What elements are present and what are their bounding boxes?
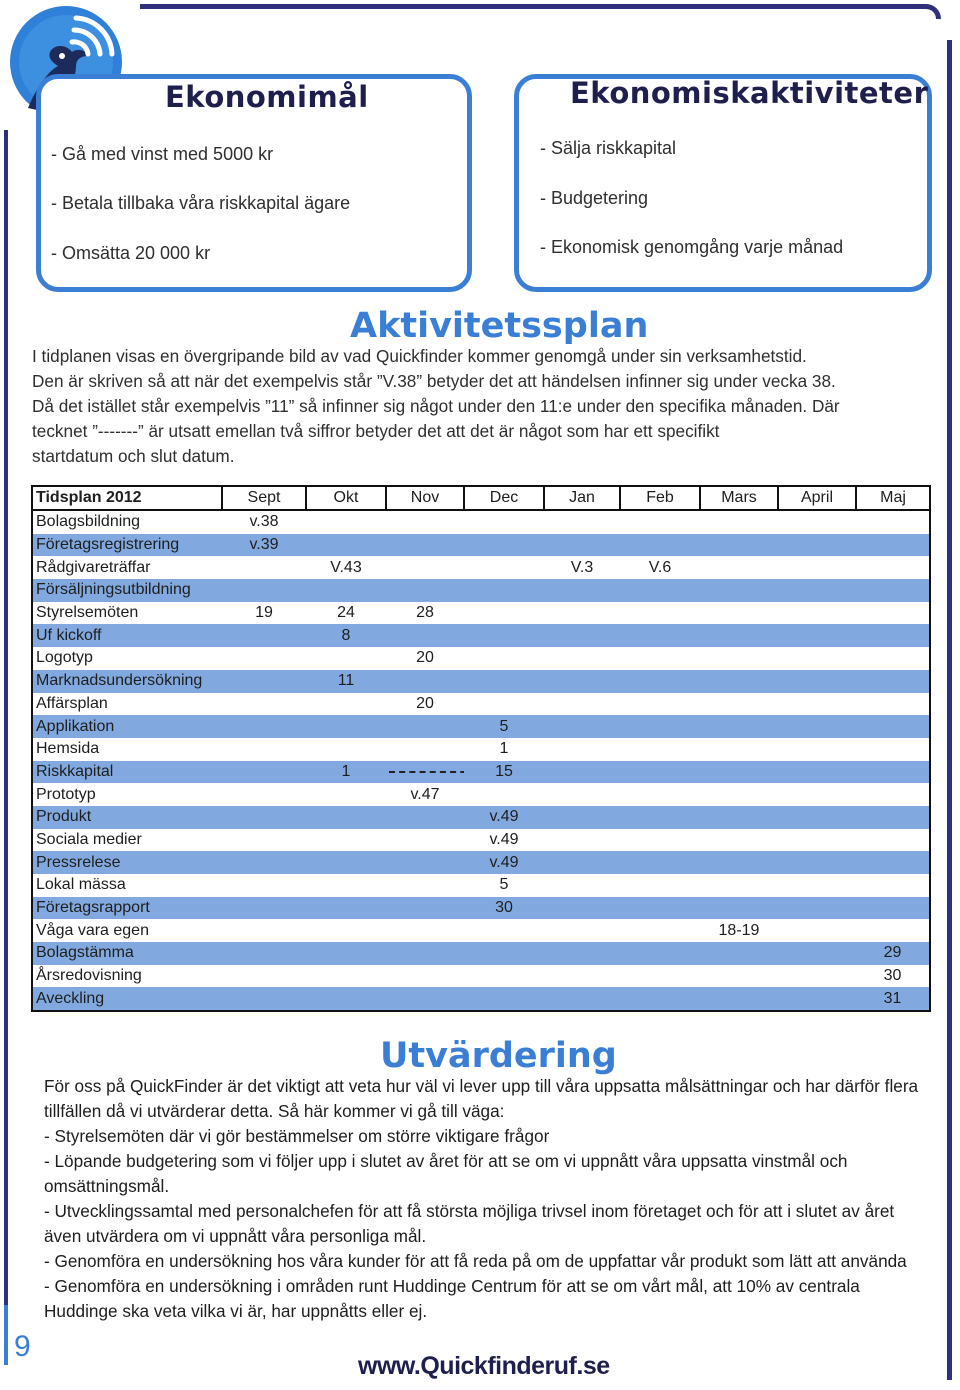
goal-item: - Betala tillbaka våra riskkapital ägare (51, 193, 351, 213)
schedule-cell (700, 647, 778, 670)
schedule-cell (464, 987, 544, 1011)
schedule-cell (306, 693, 386, 716)
schedule-row (32, 693, 930, 716)
schedule-cell: v.38 (222, 510, 306, 534)
schedule-cell (620, 829, 700, 852)
schedule-cell (544, 624, 620, 647)
schedule-cell (306, 897, 386, 920)
schedule-row (32, 534, 930, 557)
schedule-cell: 18-19 (700, 919, 778, 942)
schedule-cell (544, 670, 620, 693)
schedule-cell (856, 534, 930, 557)
schedule-cell (544, 715, 620, 738)
schedule-cell: V.3 (544, 556, 620, 579)
schedule-cell (306, 783, 386, 806)
schedule-cell (464, 602, 544, 625)
schedule-cell (464, 556, 544, 579)
schedule-cell (620, 942, 700, 965)
schedule-cell (700, 897, 778, 920)
schedule-cell (620, 693, 700, 716)
schedule-cell (778, 806, 856, 829)
schedule-cell (778, 919, 856, 942)
evaluation-paragraph: - Styrelsemöten där vi gör bestämmelser om större viktigare frågor (44, 1126, 550, 1146)
schedule-cell (386, 806, 464, 829)
schedule-cell (222, 919, 306, 942)
schedule-cell (544, 579, 620, 602)
schedule-cell (306, 874, 386, 897)
schedule-cell (778, 829, 856, 852)
schedule-cell (306, 987, 386, 1011)
schedule-cell (222, 624, 306, 647)
schedule-cell (306, 919, 386, 942)
schedule-cell (544, 738, 620, 761)
schedule-row (32, 919, 930, 942)
schedule-row (32, 851, 930, 874)
schedule-cell (620, 919, 700, 942)
activity-name-cell: Årsredovisning (32, 965, 222, 988)
evaluation-paragraph: - Genomföra en undersökning hos våra kunder för att få reda på om de uppfattar vår produkt som lätt att använda (44, 1251, 907, 1271)
schedule-cell (386, 761, 464, 784)
website-link[interactable]: www.Quickfinderuf.se (358, 1352, 610, 1380)
schedule-cell (386, 715, 464, 738)
schedule-cell (856, 602, 930, 625)
schedule-cell (222, 942, 306, 965)
schedule-cell: 30 (856, 965, 930, 988)
evaluation-text (44, 1074, 924, 1324)
schedule-cell (778, 897, 856, 920)
schedule-cell (386, 851, 464, 874)
schedule-cell (222, 965, 306, 988)
schedule-cell (544, 761, 620, 784)
schedule-cell (464, 624, 544, 647)
schedule-cell (856, 874, 930, 897)
schedule-cell (386, 874, 464, 897)
schedule-row (32, 624, 930, 647)
schedule-cell (620, 806, 700, 829)
schedule-cell (464, 693, 544, 716)
schedule-row (32, 829, 930, 852)
economic-goals-title: Ekonomimål (165, 80, 369, 114)
page-frame-right (947, 40, 952, 1380)
schedule-cell (386, 965, 464, 988)
activity-item: - Ekonomisk genomgång varje månad (540, 237, 844, 257)
schedule-cell (464, 965, 544, 988)
schedule-cell (620, 602, 700, 625)
schedule-cell (778, 670, 856, 693)
intro-line: I tidplanen visas en övergripande bild av vad Quickfinder kommer genomgå under sin verksamhetstid. (32, 346, 807, 366)
schedule-cell (464, 510, 544, 534)
schedule-cell (700, 738, 778, 761)
activity-plan-intro (32, 344, 922, 469)
schedule-cell: V.6 (620, 556, 700, 579)
activity-name-cell: Pressrelese (32, 851, 222, 874)
schedule-cell: 8 (306, 624, 386, 647)
schedule-row (32, 806, 930, 829)
activity-name-cell: Styrelsemöten (32, 602, 222, 625)
schedule-cell (700, 987, 778, 1011)
schedule-cell (700, 874, 778, 897)
activity-name-cell: Applikation (32, 715, 222, 738)
schedule-cell (700, 942, 778, 965)
schedule-cell (464, 783, 544, 806)
activity-name-cell: Aveckling (32, 987, 222, 1011)
schedule-cell (544, 647, 620, 670)
activity-name-cell: Hemsida (32, 738, 222, 761)
schedule-cell (544, 602, 620, 625)
schedule-cell: v.47 (386, 783, 464, 806)
schedule-cell: v.49 (464, 851, 544, 874)
schedule-cell (856, 738, 930, 761)
goal-item: - Omsätta 20 000 kr (51, 243, 211, 263)
schedule-cell: v.49 (464, 806, 544, 829)
schedule-cell: 24 (306, 602, 386, 625)
schedule-cell: v.39 (222, 534, 306, 557)
schedule-row (32, 602, 930, 625)
schedule-cell (778, 783, 856, 806)
month-header-cell: Okt (306, 486, 386, 510)
activity-name-cell: Våga vara egen (32, 919, 222, 942)
schedule-cell (386, 897, 464, 920)
schedule-cell: 5 (464, 715, 544, 738)
activity-name-cell: Prototyp (32, 783, 222, 806)
activity-name-cell: Marknadsundersökning (32, 670, 222, 693)
schedule-cell (386, 624, 464, 647)
schedule-cell: 19 (222, 602, 306, 625)
schedule-cell (386, 738, 464, 761)
schedule-cell (464, 919, 544, 942)
schedule-row (32, 556, 930, 579)
schedule-cell (856, 624, 930, 647)
schedule-cell (464, 647, 544, 670)
activity-name-cell: Företagsrapport (32, 897, 222, 920)
schedule-cell (306, 851, 386, 874)
schedule-cell (778, 647, 856, 670)
month-header-cell: Sept (222, 486, 306, 510)
schedule-cell (306, 942, 386, 965)
schedule-cell (386, 556, 464, 579)
schedule-row (32, 761, 930, 784)
schedule-cell: 1 (306, 761, 386, 784)
schedule-cell (544, 806, 620, 829)
month-header-cell: Nov (386, 486, 464, 510)
schedule-cell (856, 783, 930, 806)
schedule-cell (778, 534, 856, 557)
schedule-cell: 29 (856, 942, 930, 965)
schedule-cell (544, 874, 620, 897)
schedule-cell (620, 851, 700, 874)
schedule-cell (778, 579, 856, 602)
schedule-cell: 5 (464, 874, 544, 897)
schedule-cell (306, 965, 386, 988)
activity-name-cell: Bolagsbildning (32, 510, 222, 534)
intro-line: startdatum och slut datum. (32, 446, 235, 466)
schedule-cell (222, 987, 306, 1011)
schedule-cell (464, 534, 544, 557)
schedule-cell (856, 761, 930, 784)
schedule-cell (620, 965, 700, 988)
schedule-cell (222, 783, 306, 806)
schedule-cell (700, 965, 778, 988)
schedule-cell (386, 510, 464, 534)
activity-name-cell: Företagsregistrering (32, 534, 222, 557)
schedule-cell: 11 (306, 670, 386, 693)
schedule-cell (620, 715, 700, 738)
schedule-row (32, 738, 930, 761)
schedule-cell (306, 715, 386, 738)
schedule-cell (306, 647, 386, 670)
schedule-cell (856, 510, 930, 534)
schedule-cell (856, 806, 930, 829)
schedule-cell (464, 670, 544, 693)
schedule-cell (544, 897, 620, 920)
schedule-cell (856, 715, 930, 738)
schedule-cell (620, 534, 700, 557)
schedule-cell (222, 715, 306, 738)
month-header-cell: April (778, 486, 856, 510)
schedule-cell (222, 806, 306, 829)
activity-name-cell: Riskkapital (32, 761, 222, 784)
schedule-row (32, 579, 930, 602)
evaluation-paragraph: För oss på QuickFinder är det viktigt att veta hur väl vi lever upp till våra uppsatta målsättningar och har därför flera tillfällen då vi utvärderar detta. Så här kommer vi gå till väga: (44, 1076, 919, 1121)
schedule-cell (620, 670, 700, 693)
schedule-cell (620, 510, 700, 534)
activity-name-cell: Bolagstämma (32, 942, 222, 965)
evaluation-paragraph: - Utvecklingssamtal med personalchefen för att få största möjliga trivsel inom företaget och för att i slutet av året även utvärdera om vi uppnått våra personliga mål. (44, 1201, 895, 1246)
schedule-cell (222, 693, 306, 716)
schedule-cell (544, 965, 620, 988)
schedule-cell (306, 738, 386, 761)
schedule-cell (386, 987, 464, 1011)
schedule-cell (306, 806, 386, 829)
schedule-cell (620, 738, 700, 761)
schedule-cell (386, 942, 464, 965)
schedule-table (31, 485, 931, 1012)
schedule-cell (464, 579, 544, 602)
schedule-cell (620, 897, 700, 920)
activity-name-cell: Uf kickoff (32, 624, 222, 647)
schedule-cell (856, 579, 930, 602)
activity-item: - Sälja riskkapital (540, 138, 677, 158)
month-header-cell: Maj (856, 486, 930, 510)
schedule-cell: 1 (464, 738, 544, 761)
activity-item: - Budgetering (540, 188, 649, 208)
month-header-cell: Dec (464, 486, 544, 510)
activity-name-cell: Försäljningsutbildning (32, 579, 222, 602)
schedule-row (32, 897, 930, 920)
page-frame-left (4, 130, 8, 1305)
schedule-cell: 15 (464, 761, 544, 784)
schedule-cell (856, 919, 930, 942)
schedule-cell (386, 919, 464, 942)
schedule-cell (306, 510, 386, 534)
schedule-cell: 30 (464, 897, 544, 920)
schedule-cell (778, 602, 856, 625)
schedule-row (32, 670, 930, 693)
schedule-row (32, 783, 930, 806)
schedule-cell (222, 829, 306, 852)
schedule-cell (700, 806, 778, 829)
page-number: 9 (14, 1330, 31, 1363)
schedule-cell (700, 556, 778, 579)
schedule-row (32, 647, 930, 670)
evaluation-paragraph: - Löpande budgetering som vi följer upp i slutet av året för att se om vi uppnått våra uppsatta vinstmål och omsättningsmål. (44, 1151, 848, 1196)
schedule-cell (544, 693, 620, 716)
schedule-row (32, 987, 930, 1011)
activity-name-cell: Affärsplan (32, 693, 222, 716)
schedule-cell (222, 761, 306, 784)
schedule-cell (306, 534, 386, 557)
schedule-cell (306, 579, 386, 602)
schedule-cell (222, 647, 306, 670)
schedule-cell (856, 693, 930, 716)
schedule-cell (222, 670, 306, 693)
schedule-cell (222, 851, 306, 874)
schedule-cell (544, 510, 620, 534)
schedule-cell (544, 829, 620, 852)
activity-plan-title: Aktivitetssplan (350, 306, 649, 346)
schedule-cell (620, 761, 700, 784)
economic-activities-title: Ekonomiskaktiviteter (570, 76, 929, 110)
month-header-cell: Jan (544, 486, 620, 510)
schedule-cell (700, 851, 778, 874)
schedule-cell (544, 987, 620, 1011)
schedule-row (32, 942, 930, 965)
schedule-cell (386, 579, 464, 602)
schedule-cell (700, 693, 778, 716)
intro-line: Den är skriven så att när det exempelvis står ”V.38” betyder det att händelsen infinner sig under vecka 38. (32, 371, 836, 391)
schedule-cell (544, 534, 620, 557)
schedule-row (32, 874, 930, 897)
schedule-cell (620, 647, 700, 670)
activity-name-cell: Sociala medier (32, 829, 222, 852)
month-header-cell: Mars (700, 486, 778, 510)
schedule-cell (306, 829, 386, 852)
schedule-cell (222, 556, 306, 579)
evaluation-title: Utvärdering (380, 1036, 617, 1076)
schedule-cell (544, 942, 620, 965)
schedule-cell (464, 942, 544, 965)
schedule-header-row (32, 486, 930, 510)
schedule-cell (386, 534, 464, 557)
schedule-cell (222, 874, 306, 897)
activity-name-cell: Rådgivareträffar (32, 556, 222, 579)
schedule-cell (700, 579, 778, 602)
schedule-cell (620, 624, 700, 647)
schedule-title-cell: Tidsplan 2012 (32, 486, 222, 510)
schedule-cell (856, 829, 930, 852)
schedule-cell (778, 987, 856, 1011)
schedule-cell (778, 874, 856, 897)
goal-item: - Gå med vinst med 5000 kr (51, 144, 274, 164)
schedule-cell (544, 851, 620, 874)
schedule-cell (778, 851, 856, 874)
schedule-cell (778, 715, 856, 738)
schedule-cell (386, 670, 464, 693)
schedule-cell (778, 942, 856, 965)
schedule-cell (620, 874, 700, 897)
schedule-cell (778, 738, 856, 761)
schedule-cell: 31 (856, 987, 930, 1011)
schedule-cell (778, 556, 856, 579)
schedule-cell (544, 919, 620, 942)
schedule-cell (700, 761, 778, 784)
schedule-cell (700, 510, 778, 534)
schedule-cell (700, 715, 778, 738)
schedule-cell (778, 510, 856, 534)
schedule-cell (856, 647, 930, 670)
schedule-cell (778, 965, 856, 988)
schedule-cell (222, 579, 306, 602)
month-header-cell: Feb (620, 486, 700, 510)
schedule-cell (856, 897, 930, 920)
schedule-cell: 20 (386, 693, 464, 716)
schedule-cell: V.43 (306, 556, 386, 579)
date-range-dash (389, 771, 464, 773)
schedule-cell (386, 829, 464, 852)
schedule-cell (856, 851, 930, 874)
schedule-cell: 20 (386, 647, 464, 670)
activity-name-cell: Lokal mässa (32, 874, 222, 897)
schedule-cell (700, 829, 778, 852)
schedule-cell (620, 579, 700, 602)
schedule-cell: 28 (386, 602, 464, 625)
schedule-cell (620, 783, 700, 806)
schedule-row (32, 965, 930, 988)
intro-line: Då det istället står exempelvis ”11” så infinner sig något under den 11:e under den specifika månaden. Där (32, 396, 840, 416)
schedule-cell (700, 783, 778, 806)
schedule-row (32, 510, 930, 534)
schedule-cell (778, 693, 856, 716)
schedule-row (32, 715, 930, 738)
schedule-cell (778, 761, 856, 784)
activity-name-cell: Logotyp (32, 647, 222, 670)
page-frame-top (140, 4, 941, 19)
schedule-cell (620, 987, 700, 1011)
schedule-cell (544, 783, 620, 806)
page-frame-left-accent (4, 1305, 8, 1365)
schedule-cell (856, 670, 930, 693)
schedule-cell (222, 738, 306, 761)
schedule-cell: v.49 (464, 829, 544, 852)
schedule-cell (222, 897, 306, 920)
schedule-cell (700, 534, 778, 557)
intro-line: tecknet ”-------” är utsatt emellan två siffror betyder det att det är något som har ett specifikt (32, 421, 720, 441)
schedule-cell (700, 670, 778, 693)
evaluation-paragraph: - Genomföra en undersökning i områden runt Huddinge Centrum för att se om vårt mål, att 10% av centrala Huddinge ska veta vilka vi är, har uppnåtts eller ej. (44, 1276, 860, 1321)
schedule-cell (700, 624, 778, 647)
schedule-cell (856, 556, 930, 579)
schedule-cell (700, 602, 778, 625)
schedule-cell (778, 624, 856, 647)
activity-name-cell: Produkt (32, 806, 222, 829)
